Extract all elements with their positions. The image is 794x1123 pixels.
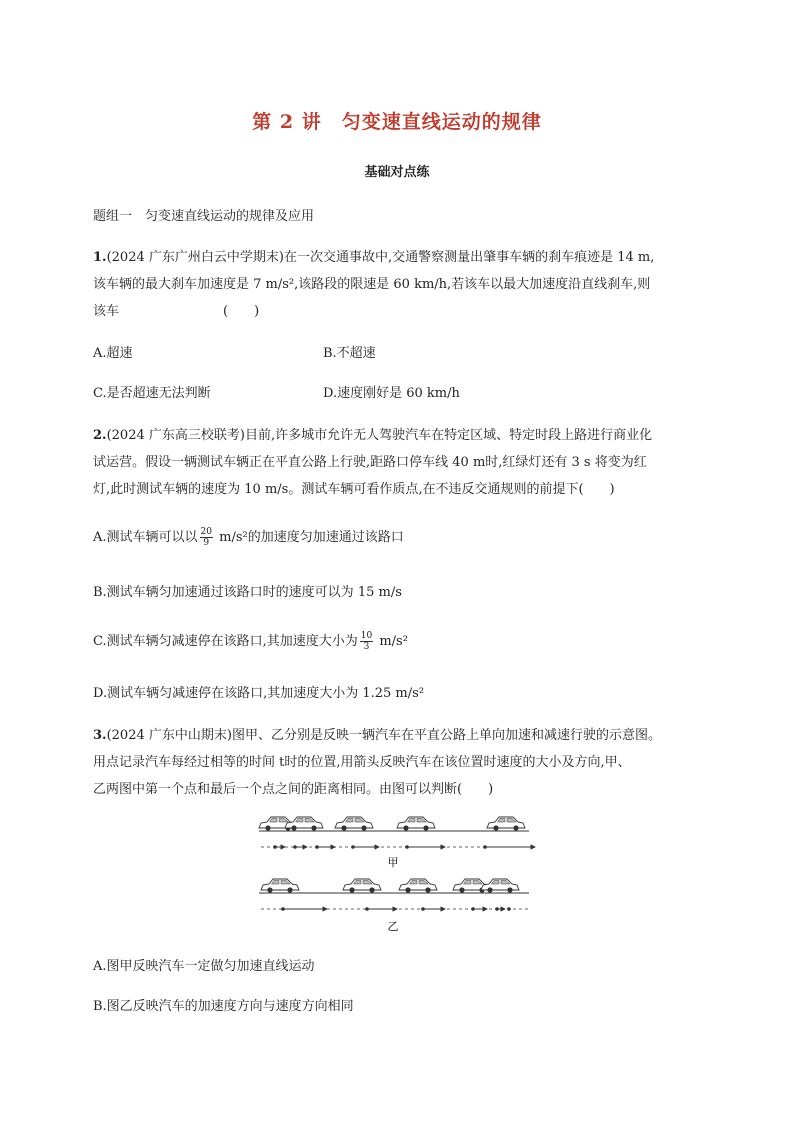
fraction-numerator: 10 [360, 631, 373, 641]
car-icon [261, 879, 299, 893]
q2-number: 2. [93, 428, 107, 443]
q2-option-c-post: m/s² [375, 634, 408, 649]
q3-option-b: B.图乙反映汽车的加速度方向与速度方向相同 [93, 999, 354, 1014]
motion-diagram [255, 812, 545, 937]
q2-option-c [93, 630, 408, 652]
q1-text1: (2024 广东广州白云中学期末)在一次交通事故中,交通警察测量出肇事车辆的刹车痕迹是 14 m, [106, 250, 655, 265]
q2-option-d: D.测试车辆匀减速停在该路口,其加速度大小为 1.25 m/s² [93, 686, 425, 701]
q1-option-d: D.速度刚好是 60 km/h [323, 386, 460, 401]
label-jia: 甲 [387, 856, 399, 869]
car-icon [399, 879, 437, 893]
q1-number: 1. [93, 250, 107, 265]
q2-line1 [93, 424, 652, 443]
q1-line1 [93, 246, 654, 265]
car-icon [285, 817, 323, 831]
q2-option-a-pre: A.测试车辆可以以 [93, 530, 198, 545]
q2-option-c-fraction [360, 631, 373, 652]
q1-option-a: A.超速 [93, 346, 133, 361]
q3-option-a: A.图甲反映汽车一定做匀加速直线运动 [93, 959, 315, 974]
q1-option-c: C.是否超速无法判断 [93, 386, 211, 401]
q1-line3 [93, 300, 259, 319]
q2-option-a [93, 526, 404, 548]
q1-answer-blank: ( ) [223, 304, 260, 319]
jia-cars [259, 817, 525, 831]
q3-number: 3. [93, 728, 107, 743]
car-icon [487, 817, 525, 831]
q2-option-c-pre: C.测试车辆匀减速停在该路口,其加速度大小为 [93, 634, 358, 649]
q2-line3: 灯,此时测试车辆的速度为 10 m/s。测试车辆可看作质点,在不违反交通规则的前提下( ) [93, 482, 615, 497]
q3-line1 [93, 724, 661, 743]
q1-text3: 该车 [93, 304, 120, 319]
q3-line2: 用点记录汽车每经过相等的时间 t时的位置,用箭头反映汽车在该位置时速度的大小及方向,甲、 [93, 755, 631, 770]
q2-option-a-post: m/s²的加速度匀加速通过该路口 [214, 530, 404, 545]
label-yi: 乙 [387, 920, 399, 933]
car-icon [397, 817, 435, 831]
yi-cars [261, 879, 519, 893]
car-icon [481, 879, 519, 893]
fraction-numerator: 20 [200, 527, 212, 537]
fraction-denominator: 3 [363, 642, 370, 652]
car-icon [343, 879, 381, 893]
page-title: 第 2 讲 匀变速直线运动的规律 [252, 111, 542, 133]
q1-line2: 该车辆的最大刹车加速度是 7 m/s²,该路段的限速是 60 km/h,若该车以最大加速度沿直线刹车,则 [93, 277, 651, 292]
q2-line2: 试运营。假设一辆测试车辆正在平直公路上行驶,距路口停车线 40 m时,红绿灯还有 3 s 将变为红 [93, 455, 647, 470]
q1-option-b: B.不超速 [323, 346, 376, 361]
q3-line3: 乙两图中第一个点和最后一个点之间的距离相同。由图可以判断( ) [93, 782, 494, 797]
q2-option-b: B.测试车辆匀加速通过该路口时的速度可以为 15 m/s [93, 585, 402, 600]
q3-text1: (2024 广东中山期末)图甲、乙分别是反映一辆汽车在平直公路上单向加速和减速行驶的示意图。 [106, 728, 661, 743]
q2-text1: (2024 广东高三校联考)目前,许多城市允许无人驾驶汽车在特定区域、特定时段上路进行商业化 [106, 428, 653, 443]
group-heading: 题组一 匀变速直线运动的规律及应用 [93, 209, 315, 224]
q2-option-a-fraction [200, 527, 213, 548]
car-icon [335, 817, 373, 831]
fraction-denominator: 9 [203, 538, 210, 548]
section-heading: 基础对点练 [364, 165, 430, 180]
